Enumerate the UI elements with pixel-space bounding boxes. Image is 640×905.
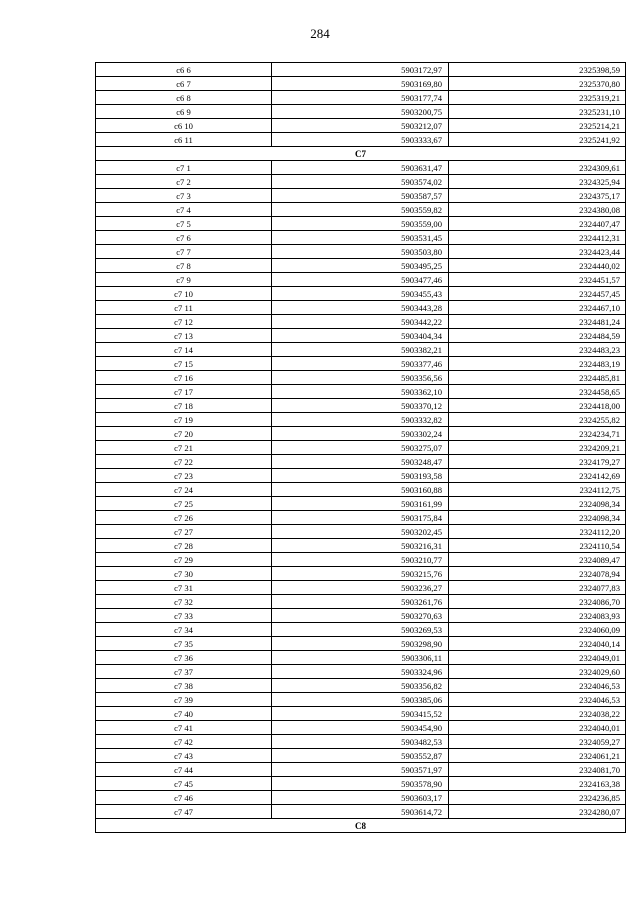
y-coordinate-cell: 2324083,93 xyxy=(449,609,626,623)
point-label-cell: с7 35 xyxy=(96,637,272,651)
table-row xyxy=(96,581,626,595)
point-label-cell: с7 34 xyxy=(96,623,272,637)
table-row xyxy=(96,609,626,623)
point-label-cell: с7 26 xyxy=(96,511,272,525)
x-coordinate-cell: 5903578,90 xyxy=(272,777,449,791)
y-coordinate-cell: 2324040,14 xyxy=(449,637,626,651)
table-row xyxy=(96,637,626,651)
table-row xyxy=(96,287,626,301)
y-coordinate-cell: 2324234,71 xyxy=(449,427,626,441)
table-row xyxy=(96,273,626,287)
table-row xyxy=(96,805,626,819)
table-row xyxy=(96,343,626,357)
x-coordinate-cell: 5903248,47 xyxy=(272,455,449,469)
point-label-cell: с7 20 xyxy=(96,427,272,441)
x-coordinate-cell: 5903356,56 xyxy=(272,371,449,385)
table-row xyxy=(96,441,626,455)
point-label-cell: с7 11 xyxy=(96,301,272,315)
point-label-cell: с7 15 xyxy=(96,357,272,371)
point-label-cell: с7 47 xyxy=(96,805,272,819)
y-coordinate-cell: 2324458,65 xyxy=(449,385,626,399)
x-coordinate-cell: 5903631,47 xyxy=(272,161,449,175)
table-row xyxy=(96,385,626,399)
x-coordinate-cell: 5903495,25 xyxy=(272,259,449,273)
table-row xyxy=(96,133,626,147)
point-label-cell: с7 39 xyxy=(96,693,272,707)
point-label-cell: с6 8 xyxy=(96,91,272,105)
point-label-cell: с7 41 xyxy=(96,721,272,735)
table-row xyxy=(96,245,626,259)
y-coordinate-cell: 2324098,34 xyxy=(449,511,626,525)
table-row xyxy=(96,707,626,721)
table-row xyxy=(96,119,626,133)
y-coordinate-cell: 2324451,57 xyxy=(449,273,626,287)
x-coordinate-cell: 5903482,53 xyxy=(272,735,449,749)
point-label-cell: с7 12 xyxy=(96,315,272,329)
page-number: 284 xyxy=(310,26,330,41)
x-coordinate-cell: 5903270,63 xyxy=(272,609,449,623)
y-coordinate-cell: 2324423,44 xyxy=(449,245,626,259)
table-row xyxy=(96,469,626,483)
y-coordinate-cell: 2324407,47 xyxy=(449,217,626,231)
x-coordinate-cell: 5903298,90 xyxy=(272,637,449,651)
y-coordinate-cell: 2324098,34 xyxy=(449,497,626,511)
y-coordinate-cell: 2324049,01 xyxy=(449,651,626,665)
point-label-cell: с7 13 xyxy=(96,329,272,343)
point-label-cell: с6 10 xyxy=(96,119,272,133)
table-row xyxy=(96,693,626,707)
y-coordinate-cell: 2324483,23 xyxy=(449,343,626,357)
x-coordinate-cell: 5903503,80 xyxy=(272,245,449,259)
x-coordinate-cell: 5903356,82 xyxy=(272,679,449,693)
x-coordinate-cell: 5903455,43 xyxy=(272,287,449,301)
x-coordinate-cell: 5903574,02 xyxy=(272,175,449,189)
point-label-cell: с6 11 xyxy=(96,133,272,147)
point-label-cell: с7 21 xyxy=(96,441,272,455)
point-label-cell: с7 5 xyxy=(96,217,272,231)
point-label-cell: с7 9 xyxy=(96,273,272,287)
table-row xyxy=(96,231,626,245)
y-coordinate-cell: 2324078,94 xyxy=(449,567,626,581)
x-coordinate-cell: 5903415,52 xyxy=(272,707,449,721)
coordinates-table xyxy=(95,62,626,833)
x-coordinate-cell: 5903454,90 xyxy=(272,721,449,735)
point-label-cell: с7 7 xyxy=(96,245,272,259)
y-coordinate-cell: 2324046,53 xyxy=(449,693,626,707)
x-coordinate-cell: 5903215,76 xyxy=(272,567,449,581)
x-coordinate-cell: 5903177,74 xyxy=(272,91,449,105)
x-coordinate-cell: 5903552,87 xyxy=(272,749,449,763)
point-label-cell: с7 29 xyxy=(96,553,272,567)
section-title: C8 xyxy=(96,819,626,833)
table-row xyxy=(96,413,626,427)
y-coordinate-cell: 2324163,38 xyxy=(449,777,626,791)
y-coordinate-cell: 2324255,82 xyxy=(449,413,626,427)
table-row xyxy=(96,189,626,203)
table-row xyxy=(96,497,626,511)
x-coordinate-cell: 5903306,11 xyxy=(272,651,449,665)
x-coordinate-cell: 5903324,96 xyxy=(272,665,449,679)
x-coordinate-cell: 5903261,76 xyxy=(272,595,449,609)
table-row xyxy=(96,259,626,273)
point-label-cell: с7 3 xyxy=(96,189,272,203)
table-row xyxy=(96,511,626,525)
point-label-cell: с7 33 xyxy=(96,609,272,623)
y-coordinate-cell: 2324418,00 xyxy=(449,399,626,413)
section-header-row xyxy=(96,819,626,833)
x-coordinate-cell: 5903332,82 xyxy=(272,413,449,427)
point-label-cell: с7 44 xyxy=(96,763,272,777)
point-label-cell: с6 9 xyxy=(96,105,272,119)
point-label-cell: с7 1 xyxy=(96,161,272,175)
point-label-cell: с7 37 xyxy=(96,665,272,679)
table-row xyxy=(96,623,626,637)
table-row xyxy=(96,63,626,77)
point-label-cell: с7 17 xyxy=(96,385,272,399)
x-coordinate-cell: 5903172,97 xyxy=(272,63,449,77)
table-row xyxy=(96,791,626,805)
table-row xyxy=(96,721,626,735)
x-coordinate-cell: 5903442,22 xyxy=(272,315,449,329)
x-coordinate-cell: 5903212,07 xyxy=(272,119,449,133)
x-coordinate-cell: 5903216,31 xyxy=(272,539,449,553)
table-row xyxy=(96,483,626,497)
y-coordinate-cell: 2324325,94 xyxy=(449,175,626,189)
y-coordinate-cell: 2324236,85 xyxy=(449,791,626,805)
y-coordinate-cell: 2324081,70 xyxy=(449,763,626,777)
table-row xyxy=(96,455,626,469)
y-coordinate-cell: 2324412,31 xyxy=(449,231,626,245)
x-coordinate-cell: 5903443,28 xyxy=(272,301,449,315)
x-coordinate-cell: 5903200,75 xyxy=(272,105,449,119)
y-coordinate-cell: 2325241,92 xyxy=(449,133,626,147)
x-coordinate-cell: 5903614,72 xyxy=(272,805,449,819)
table-row xyxy=(96,371,626,385)
x-coordinate-cell: 5903210,77 xyxy=(272,553,449,567)
table-row xyxy=(96,777,626,791)
y-coordinate-cell: 2324179,27 xyxy=(449,455,626,469)
x-coordinate-cell: 5903160,88 xyxy=(272,483,449,497)
y-coordinate-cell: 2324375,17 xyxy=(449,189,626,203)
table-row xyxy=(96,539,626,553)
point-label-cell: с7 42 xyxy=(96,735,272,749)
x-coordinate-cell: 5903587,57 xyxy=(272,189,449,203)
table-row xyxy=(96,91,626,105)
table-row xyxy=(96,161,626,175)
x-coordinate-cell: 5903559,00 xyxy=(272,217,449,231)
table-row xyxy=(96,217,626,231)
y-coordinate-cell: 2324481,24 xyxy=(449,315,626,329)
point-label-cell: с7 24 xyxy=(96,483,272,497)
x-coordinate-cell: 5903571,97 xyxy=(272,763,449,777)
point-label-cell: с7 43 xyxy=(96,749,272,763)
y-coordinate-cell: 2324485,81 xyxy=(449,371,626,385)
point-label-cell: с7 2 xyxy=(96,175,272,189)
y-coordinate-cell: 2324112,20 xyxy=(449,525,626,539)
point-label-cell: с7 28 xyxy=(96,539,272,553)
section-header-row xyxy=(96,147,626,161)
table-row xyxy=(96,427,626,441)
y-coordinate-cell: 2324061,21 xyxy=(449,749,626,763)
y-coordinate-cell: 2324440,02 xyxy=(449,259,626,273)
y-coordinate-cell: 2324029,60 xyxy=(449,665,626,679)
table-row xyxy=(96,763,626,777)
table-row xyxy=(96,105,626,119)
x-coordinate-cell: 5903370,12 xyxy=(272,399,449,413)
x-coordinate-cell: 5903333,67 xyxy=(272,133,449,147)
point-label-cell: с7 36 xyxy=(96,651,272,665)
y-coordinate-cell: 2324209,21 xyxy=(449,441,626,455)
x-coordinate-cell: 5903302,24 xyxy=(272,427,449,441)
y-coordinate-cell: 2324059,27 xyxy=(449,735,626,749)
y-coordinate-cell: 2324484,59 xyxy=(449,329,626,343)
y-coordinate-cell: 2325370,80 xyxy=(449,77,626,91)
point-label-cell: с7 27 xyxy=(96,525,272,539)
y-coordinate-cell: 2324380,08 xyxy=(449,203,626,217)
x-coordinate-cell: 5903382,21 xyxy=(272,343,449,357)
table-row xyxy=(96,651,626,665)
table-row xyxy=(96,735,626,749)
x-coordinate-cell: 5903362,10 xyxy=(272,385,449,399)
y-coordinate-cell: 2324086,70 xyxy=(449,595,626,609)
y-coordinate-cell: 2324038,22 xyxy=(449,707,626,721)
point-label-cell: с7 19 xyxy=(96,413,272,427)
y-coordinate-cell: 2324060,09 xyxy=(449,623,626,637)
y-coordinate-cell: 2324046,53 xyxy=(449,679,626,693)
y-coordinate-cell: 2324110,54 xyxy=(449,539,626,553)
point-label-cell: с6 6 xyxy=(96,63,272,77)
table-row xyxy=(96,749,626,763)
table-row xyxy=(96,175,626,189)
table-row xyxy=(96,595,626,609)
point-label-cell: с7 16 xyxy=(96,371,272,385)
x-coordinate-cell: 5903603,17 xyxy=(272,791,449,805)
x-coordinate-cell: 5903385,06 xyxy=(272,693,449,707)
point-label-cell: с7 40 xyxy=(96,707,272,721)
point-label-cell: с7 25 xyxy=(96,497,272,511)
table-row xyxy=(96,553,626,567)
y-coordinate-cell: 2324142,69 xyxy=(449,469,626,483)
y-coordinate-cell: 2324112,75 xyxy=(449,483,626,497)
section-title: C7 xyxy=(96,147,626,161)
table-row xyxy=(96,665,626,679)
point-label-cell: с7 45 xyxy=(96,777,272,791)
y-coordinate-cell: 2325398,59 xyxy=(449,63,626,77)
y-coordinate-cell: 2325231,10 xyxy=(449,105,626,119)
y-coordinate-cell: 2324457,45 xyxy=(449,287,626,301)
x-coordinate-cell: 5903161,99 xyxy=(272,497,449,511)
point-label-cell: с7 14 xyxy=(96,343,272,357)
y-coordinate-cell: 2324483,19 xyxy=(449,357,626,371)
table-row xyxy=(96,525,626,539)
x-coordinate-cell: 5903169,80 xyxy=(272,77,449,91)
x-coordinate-cell: 5903377,46 xyxy=(272,357,449,371)
table-row xyxy=(96,357,626,371)
point-label-cell: с7 46 xyxy=(96,791,272,805)
table-row xyxy=(96,679,626,693)
x-coordinate-cell: 5903404,34 xyxy=(272,329,449,343)
table-row xyxy=(96,301,626,315)
y-coordinate-cell: 2325214,21 xyxy=(449,119,626,133)
x-coordinate-cell: 5903275,07 xyxy=(272,441,449,455)
table-row xyxy=(96,315,626,329)
x-coordinate-cell: 5903269,53 xyxy=(272,623,449,637)
table-row xyxy=(96,77,626,91)
point-label-cell: с7 18 xyxy=(96,399,272,413)
point-label-cell: с7 30 xyxy=(96,567,272,581)
point-label-cell: с7 22 xyxy=(96,455,272,469)
point-label-cell: с7 32 xyxy=(96,595,272,609)
y-coordinate-cell: 2324309,61 xyxy=(449,161,626,175)
x-coordinate-cell: 5903175,84 xyxy=(272,511,449,525)
y-coordinate-cell: 2325319,21 xyxy=(449,91,626,105)
y-coordinate-cell: 2324077,83 xyxy=(449,581,626,595)
x-coordinate-cell: 5903477,46 xyxy=(272,273,449,287)
point-label-cell: с7 4 xyxy=(96,203,272,217)
point-label-cell: с7 23 xyxy=(96,469,272,483)
coordinates-table-body xyxy=(96,63,626,833)
point-label-cell: с6 7 xyxy=(96,77,272,91)
x-coordinate-cell: 5903236,27 xyxy=(272,581,449,595)
point-label-cell: с7 31 xyxy=(96,581,272,595)
x-coordinate-cell: 5903193,58 xyxy=(272,469,449,483)
y-coordinate-cell: 2324280,07 xyxy=(449,805,626,819)
y-coordinate-cell: 2324040,01 xyxy=(449,721,626,735)
table-row xyxy=(96,203,626,217)
point-label-cell: с7 38 xyxy=(96,679,272,693)
table-row xyxy=(96,329,626,343)
table-row xyxy=(96,399,626,413)
y-coordinate-cell: 2324089,47 xyxy=(449,553,626,567)
x-coordinate-cell: 5903531,45 xyxy=(272,231,449,245)
point-label-cell: с7 8 xyxy=(96,259,272,273)
x-coordinate-cell: 5903559,82 xyxy=(272,203,449,217)
point-label-cell: с7 10 xyxy=(96,287,272,301)
y-coordinate-cell: 2324467,10 xyxy=(449,301,626,315)
table-row xyxy=(96,567,626,581)
x-coordinate-cell: 5903202,45 xyxy=(272,525,449,539)
point-label-cell: с7 6 xyxy=(96,231,272,245)
